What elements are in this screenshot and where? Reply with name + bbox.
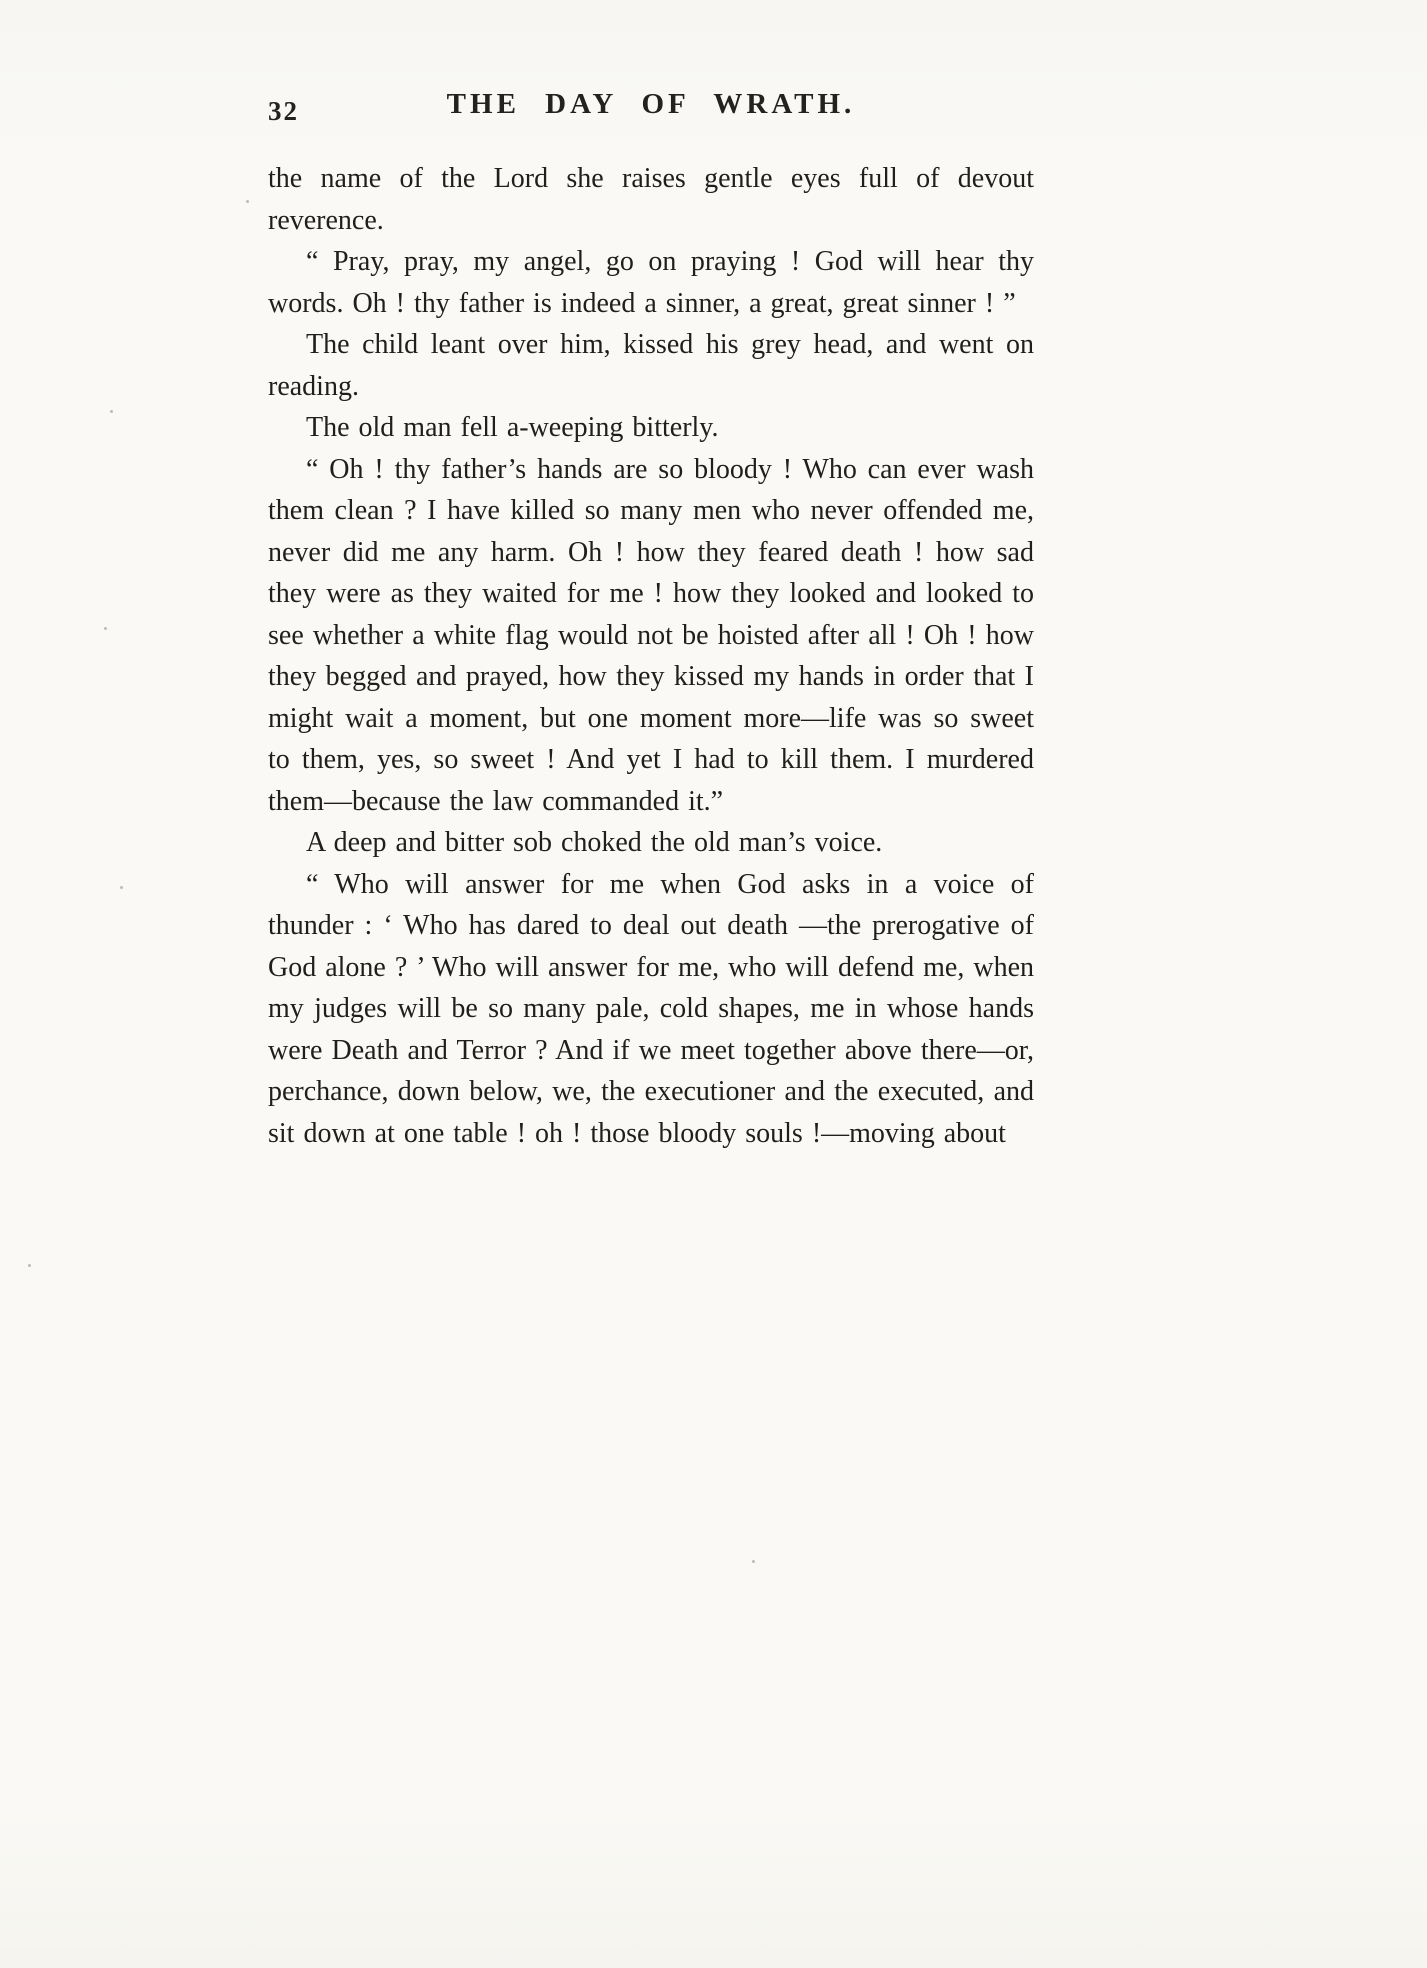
paragraph: The old man fell a-weeping bitterly. — [306, 412, 719, 443]
paragraph: A deep and bitter sob choked the old man’s voice. — [306, 827, 883, 858]
running-title: THE DAY OF WRATH. — [446, 88, 856, 120]
scan-speck — [28, 1264, 31, 1267]
paragraph: The child leant over him, kissed his grey head, and went on reading. — [268, 329, 1034, 402]
scan-speck — [110, 410, 113, 413]
body-text — [268, 158, 1034, 1154]
paragraph: “ Oh ! thy father’s hands are so bloody ! Who can ever wash them clean ? I have killed so many men who never offended me, never did me any harm. Oh ! how they feared death ! how sad they were as they waited for me ! how they looked and looked to see whether a white flag would not be hoisted after all ! Oh ! how they begged and prayed, how they kissed my hands in order that I might wait a moment, but one moment more—life was so sweet to them, yes, so sweet ! And yet I had to kill them. I murdered them—because the law commanded it.” — [268, 453, 1034, 817]
scan-speck — [752, 1560, 755, 1563]
page-number: 32 — [268, 96, 299, 126]
scan-speck — [104, 627, 107, 630]
paragraph: “ Pray, pray, my angel, go on praying ! God will hear thy words. Oh ! thy father is indeed a sinner, a great, great sinner ! ” — [268, 246, 1034, 319]
page-header — [268, 88, 1034, 132]
scan-speck — [120, 886, 123, 889]
paragraph-continuation: the name of the Lord she raises gentle eyes full of devout reverence. — [268, 163, 1034, 236]
paragraph: “ Who will answer for me when God asks in a voice of thunder : ‘ Who has dared to deal out death —the prerogative of God alone ? ’ Who will answer for me, who will defend me, when my judges will be so many pale, cold shapes, me in whose hands were Death and Terror ? And if we meet together above there—or, perchance, down below, we, the executioner and the executed, and sit down at one table ! oh ! those bloody souls !—moving about — [268, 868, 1034, 1149]
scan-speck — [246, 200, 249, 203]
